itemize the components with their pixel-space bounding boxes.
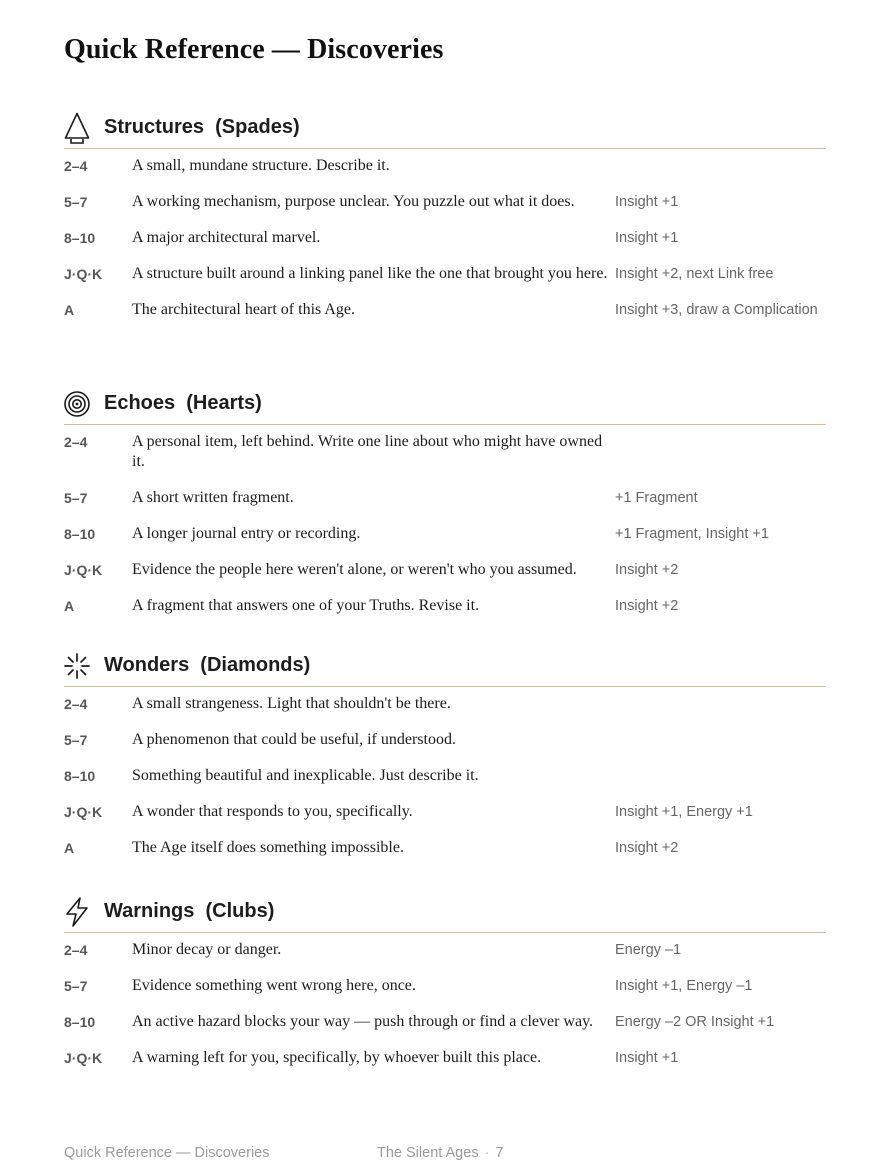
table-row [64, 488, 826, 508]
rank-cell: 5–7 [64, 490, 88, 506]
effect-cell: Insight +2 [615, 598, 679, 614]
page-number: 7 [495, 1145, 504, 1161]
table-row [64, 264, 826, 284]
rank-cell: 8–10 [64, 526, 96, 542]
rank-cell: J·Q·K [64, 804, 103, 820]
description-cell: A wonder that responds to you, specifically. [132, 803, 413, 820]
table-row [64, 1012, 826, 1032]
footer-running-title: Quick Reference — Discoveries [64, 1145, 270, 1161]
rank-cell: 8–10 [64, 768, 96, 784]
rank-cell: 2–4 [64, 158, 88, 174]
description-cell: The Age itself does something impossible. [132, 839, 404, 856]
description-cell: A longer journal entry or recording. [132, 525, 361, 542]
table-row [64, 940, 826, 960]
rank-cell: A [64, 598, 75, 614]
discovery-table [64, 149, 826, 320]
table-row [64, 730, 826, 750]
effect-cell: +1 Fragment, Insight +1 [615, 526, 769, 542]
effect-cell: Insight +2 [615, 562, 679, 578]
description-cell: An active hazard blocks your way — push through or find a clever way. [132, 1013, 594, 1030]
rank-cell: 8–10 [64, 1014, 96, 1030]
effect-cell: Insight +1, Energy –1 [615, 978, 753, 994]
description-cell: A small strangeness. Light that shouldn't be there. [132, 695, 451, 712]
rank-cell: 5–7 [64, 732, 88, 748]
effect-cell: Energy –1 [615, 942, 682, 958]
table-row [64, 802, 826, 822]
description-cell: A small, mundane structure. Describe it. [132, 157, 390, 174]
rank-cell: A [64, 302, 75, 318]
description-cell: A structure built around a linking panel like the one that brought you here. [132, 265, 608, 282]
discovery-table [64, 933, 826, 1068]
effect-cell: +1 Fragment [615, 490, 698, 506]
section-wonders [64, 650, 826, 858]
table-row [64, 524, 826, 544]
table-row [64, 838, 826, 858]
table-row [64, 596, 826, 616]
description-cell: A major architectural marvel. [132, 229, 321, 246]
sparkle-burst-icon [64, 650, 90, 680]
concentric-circles-icon [64, 388, 90, 418]
table-row [64, 300, 826, 320]
rank-cell: 8–10 [64, 230, 96, 246]
footer-separator: · [484, 1145, 490, 1161]
effect-cell: Insight +3, draw a Complication [615, 302, 818, 318]
table-row [64, 192, 826, 212]
section-warnings [64, 896, 826, 1068]
lightning-bolt-icon [64, 896, 90, 926]
footer-book-page [377, 1145, 504, 1161]
table-row [64, 694, 826, 714]
table-row [64, 1048, 826, 1068]
rank-cell: 2–4 [64, 696, 88, 712]
section-title: Warnings (Clubs) [104, 900, 275, 922]
section-header [64, 112, 826, 149]
effect-cell: Energy –2 OR Insight +1 [615, 1014, 775, 1030]
section-header [64, 388, 826, 425]
description-cell: A phenomenon that could be useful, if understood. [132, 731, 456, 748]
table-row [64, 766, 826, 786]
table-row [64, 976, 826, 996]
section-structures [64, 112, 826, 320]
table-row [64, 432, 826, 472]
rank-cell: J·Q·K [64, 562, 103, 578]
rank-cell: A [64, 840, 75, 856]
description-cell: The architectural heart of this Age. [132, 301, 356, 318]
description-cell: A fragment that answers one of your Truths. Revise it. [132, 597, 480, 614]
section-header [64, 650, 826, 687]
effect-cell: Insight +1 [615, 1050, 679, 1066]
section-echoes [64, 388, 826, 616]
rank-cell: 2–4 [64, 434, 88, 450]
spade-outline-icon [64, 112, 90, 142]
rank-cell: 2–4 [64, 942, 88, 958]
effect-cell: Insight +1 [615, 194, 679, 210]
table-row [64, 156, 826, 176]
rank-cell: 5–7 [64, 194, 88, 210]
effect-cell: Insight +2, next Link free [615, 266, 774, 282]
discovery-table [64, 425, 826, 616]
description-cell: A short written fragment. [132, 489, 294, 506]
section-title: Wonders (Diamonds) [104, 654, 311, 676]
rank-cell: J·Q·K [64, 266, 103, 282]
footer-book-title: The Silent Ages [377, 1145, 479, 1161]
page-title: Quick Reference — Discoveries [64, 34, 444, 65]
description-cell: A personal item, left behind. Write one line about who might have owned it. [132, 433, 603, 470]
rank-cell: 5–7 [64, 978, 88, 994]
effect-cell: Insight +1 [615, 230, 679, 246]
effect-cell: Insight +2 [615, 840, 679, 856]
description-cell: Evidence something went wrong here, once. [132, 977, 416, 994]
section-header [64, 896, 826, 933]
description-cell: Evidence the people here weren't alone, or weren't who you assumed. [132, 561, 577, 578]
section-title: Echoes (Hearts) [104, 392, 262, 414]
description-cell: Minor decay or danger. [132, 941, 282, 958]
table-row [64, 560, 826, 580]
discovery-table [64, 687, 826, 858]
description-cell: A working mechanism, purpose unclear. You puzzle out what it does. [132, 193, 575, 210]
description-cell: A warning left for you, specifically, by whoever built this place. [132, 1049, 542, 1066]
section-title: Structures (Spades) [104, 116, 300, 138]
table-row [64, 228, 826, 248]
effect-cell: Insight +1, Energy +1 [615, 804, 753, 820]
rank-cell: J·Q·K [64, 1050, 103, 1066]
description-cell: Something beautiful and inexplicable. Just describe it. [132, 767, 479, 784]
